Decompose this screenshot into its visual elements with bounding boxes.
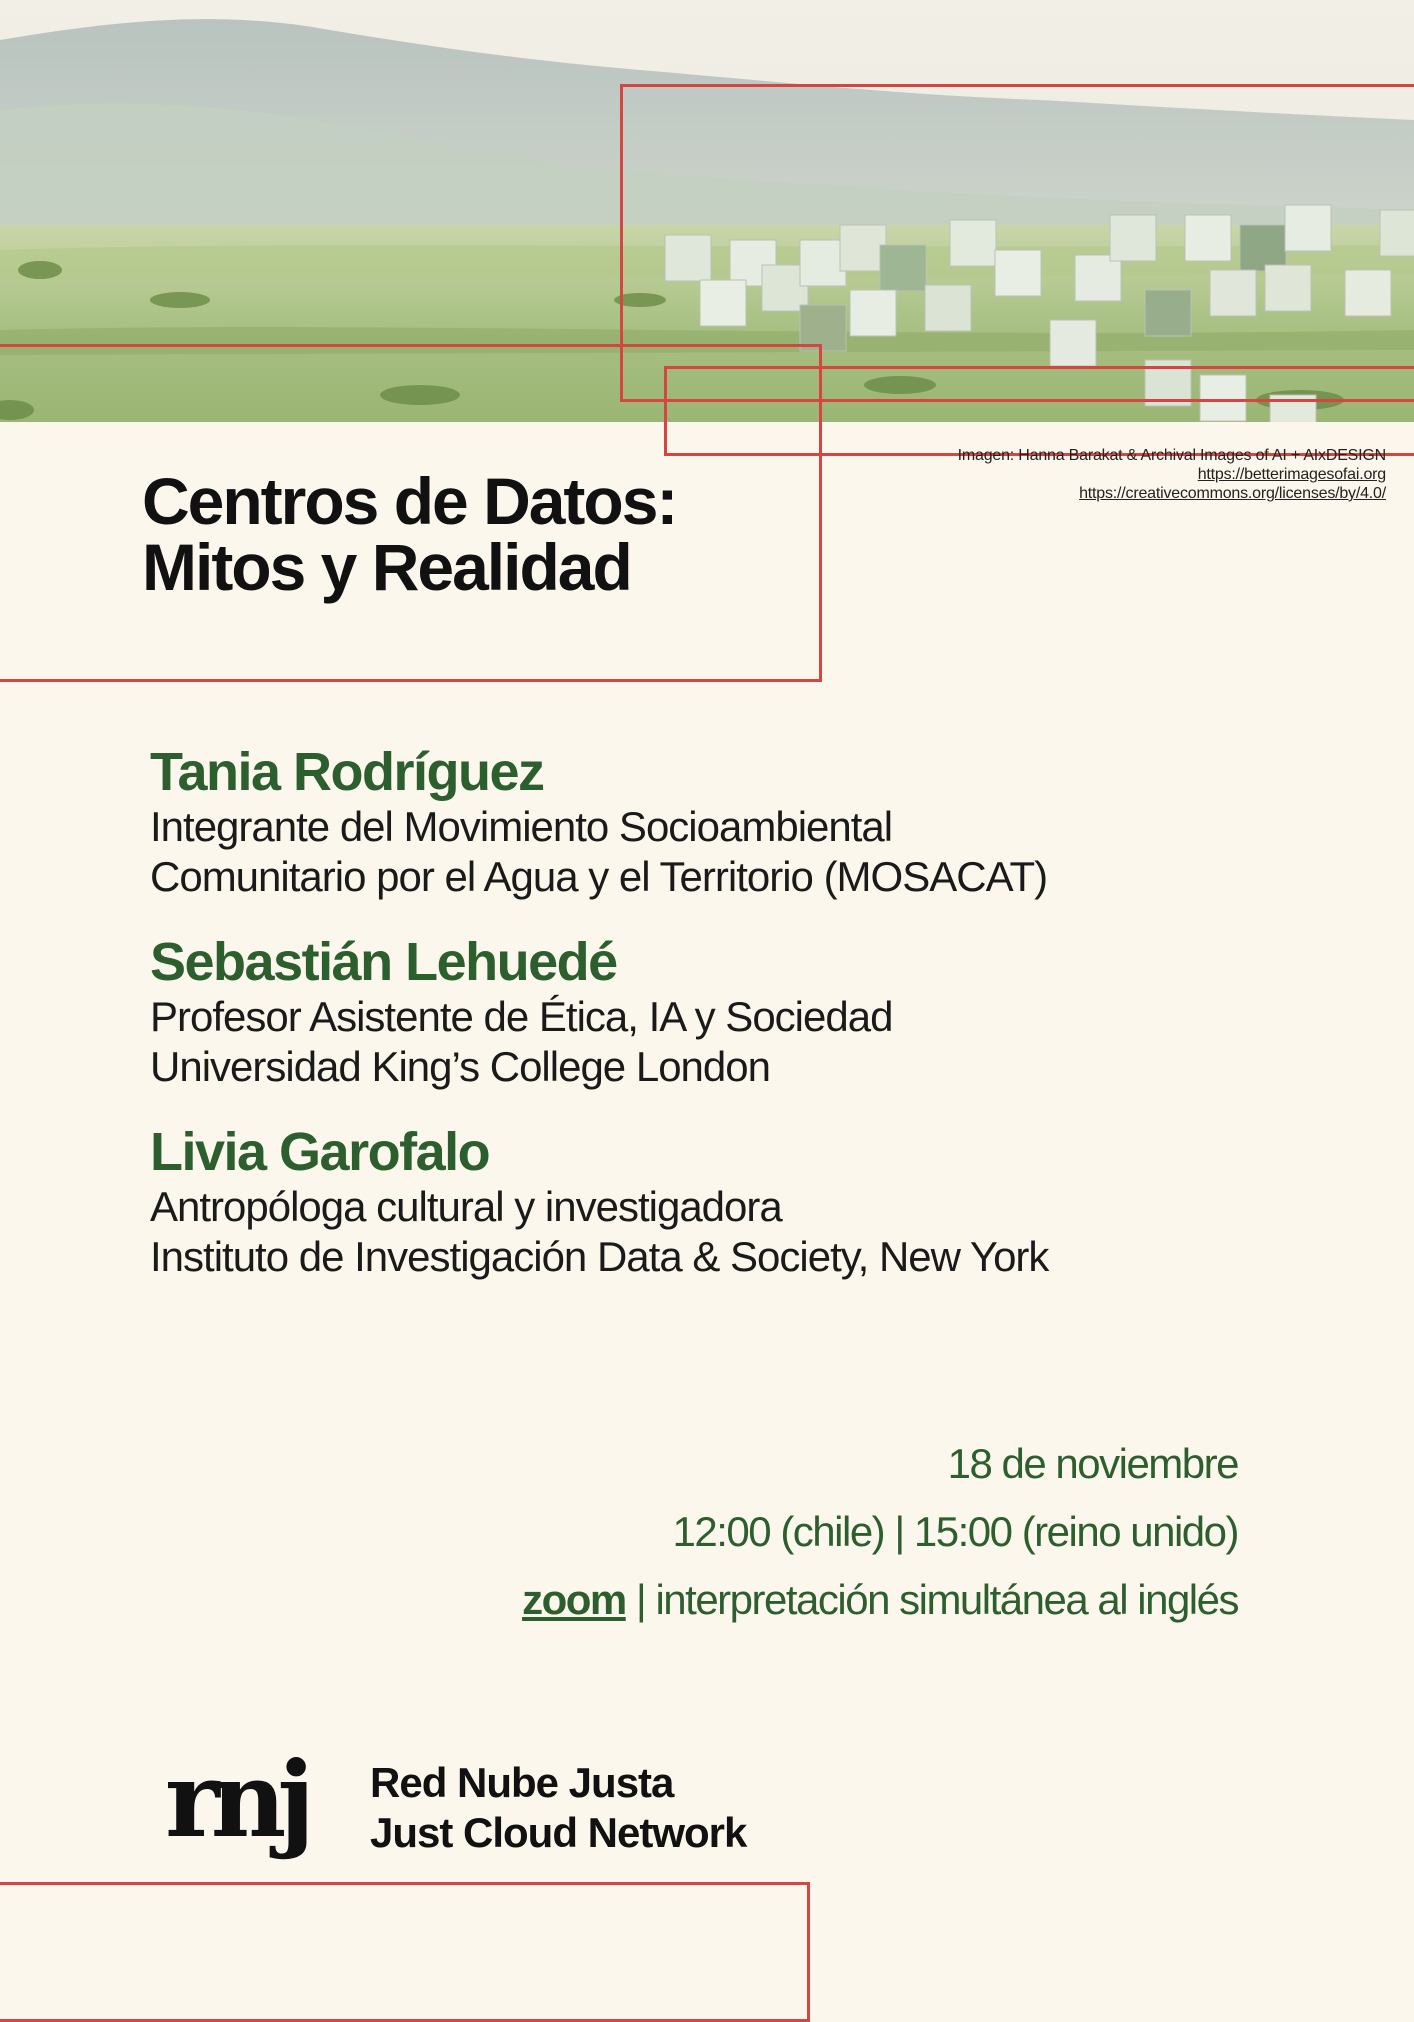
image-credit <box>958 446 1386 503</box>
event-platform <box>522 1566 1238 1634</box>
title-line-1: Centros de Datos: <box>142 464 677 538</box>
speaker-role: Integrante del Movimiento Socioambiental <box>150 803 893 850</box>
logo-letters: rnj <box>165 1748 307 1861</box>
speaker-role: Antropóloga cultural y investigadora <box>150 1183 782 1230</box>
speaker-name: Sebastián Lehuedé <box>150 932 617 992</box>
page-title <box>142 464 677 604</box>
credit-author: Imagen: Hanna Barakat & Archival Images of AI + AIxDESIGN <box>957 447 1386 464</box>
event-date: 18 de noviembre <box>947 1440 1238 1487</box>
credit-link-betterimages[interactable]: https://betterimagesofai.org <box>1197 466 1386 483</box>
speaker-name: Tania Rodríguez <box>150 742 544 802</box>
red-frame-bottom <box>0 1882 810 2022</box>
speaker-name: Livia Garofalo <box>150 1122 490 1182</box>
title-line-2: Mitos y Realidad <box>142 530 631 604</box>
speaker-item <box>150 932 1350 1092</box>
speaker-role: Profesor Asistente de Ética, IA y Sociedad <box>150 993 893 1040</box>
event-time: 12:00 (chile) | 15:00 (reino unido) <box>672 1508 1238 1555</box>
credit-link-license[interactable]: https://creativecommons.org/licenses/by/4.0/ <box>1079 485 1386 502</box>
speaker-affiliation: Instituto de Investigación Data & Society, New York <box>150 1233 1049 1280</box>
org-name <box>370 1758 746 1858</box>
rnj-logo-icon <box>165 1748 315 1878</box>
zoom-link[interactable]: zoom <box>522 1576 626 1623</box>
interpretation-note: | interpretación simultánea al inglés <box>625 1576 1238 1623</box>
speaker-item <box>150 742 1350 902</box>
speaker-list <box>150 742 1350 1312</box>
org-name-en: Just Cloud Network <box>370 1809 747 1856</box>
speaker-affiliation: Universidad King’s College London <box>150 1043 770 1090</box>
speaker-affiliation: Comunitario por el Agua y el Territorio (MOSACAT) <box>150 853 1048 900</box>
event-details <box>522 1430 1238 1634</box>
org-name-es: Red Nube Justa <box>370 1759 674 1806</box>
speaker-item <box>150 1122 1350 1282</box>
